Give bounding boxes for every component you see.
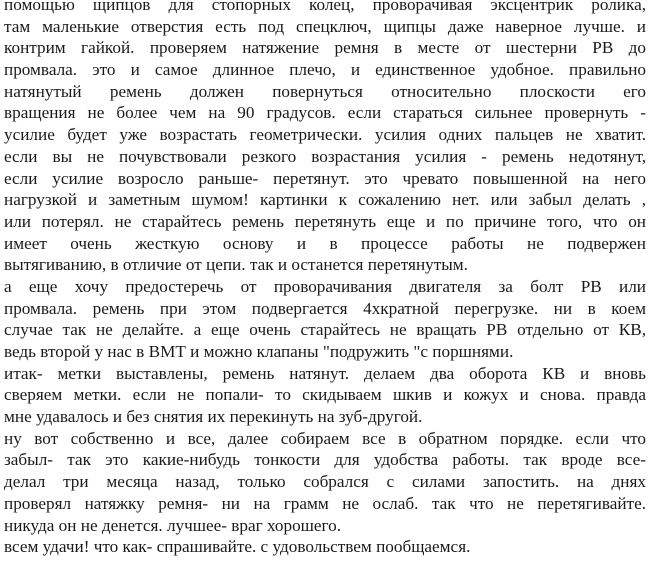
text-line: помощью щипцов для стопорных колец, проворачивая эксцентрик ролика,	[4, 0, 646, 14]
text-line: проверял натяжку ремня- ни на грамм не ослаб. так что не перетягивайте.	[4, 493, 646, 513]
text-line: случае так не делайте. а еще очень старайтесь не вращать РВ отдельно от КВ,	[4, 320, 646, 340]
text-line: нагрузкой и заметным шумом! картинки к сожалению нет. или забыл делать ,	[4, 190, 646, 210]
text-line: контрим гайкой. проверяем натяжение ремня в месте от шестерни РВ до	[4, 38, 646, 58]
text-line: если вы не почувствовали резкого возрастания усилия - ремень недотянут,	[4, 146, 646, 166]
text-line: или потерял. не старайтесь ремень перетянуть еще и по причине того, что он	[4, 211, 646, 231]
text-line: натянутый ремень должен повернуться относительно плоскости его	[4, 81, 646, 101]
text-line: мне удавалось и без снятия их перекинуть на зуб-другой.	[4, 407, 423, 427]
text-line: имеет очень жесткую основу и в процессе работы не подвержен	[4, 233, 646, 253]
text-line: вращения не более чем на 90 градусов. если стараться сильнее провернуть -	[4, 103, 646, 123]
text-line: итак- метки выставлены, ремень натянут. делаем два оборота КВ и вновь	[4, 363, 646, 383]
text-line: всем удачи! что как- спрашивайте. с удовольствем пообщаемся.	[4, 537, 471, 557]
text-line: сверяем метки. если не попали- то скидываем шкив и кожух и снова. правда	[4, 385, 646, 405]
text-line: вытягиванию, в отличие от цепи. так и останется перетянутым.	[4, 255, 468, 275]
text-line: усилие будет уже возрастать геометрически. усилия одних пальцев не хватит.	[4, 125, 646, 145]
text-line: промвала. это и самое длинное плечо, и единственное удобное. правильно	[4, 60, 646, 80]
text-line: никуда он не денется. лучшее- враг хорошего.	[4, 515, 342, 535]
text-line: забыл- так это какие-нибудь тонкости для удобства работы. так вроде все-	[4, 450, 646, 470]
document-body	[4, 0, 646, 558]
text-line: ведь второй у нас в ВМТ и можно клапаны "подружить "с поршнями.	[4, 342, 514, 361]
text-line: там маленькие отверстия есть под спецключ, щипцы даже наверное лучше. и	[4, 16, 646, 36]
text-line: промвала. ремень при этом подвергается 4хкратной перегрузке. ни в коем	[4, 298, 646, 318]
text-line: если усилие возросло раньше- перетянут. это чревато повышенной на него	[4, 168, 646, 188]
text-line: ну вот собственно и все, далее собираем все в обратном порядке. если что	[4, 428, 646, 448]
text-line: а еще хочу предостеречь от проворачивания двигателя за болт РВ или	[4, 276, 646, 296]
text-line: делал три месяца назад, только собрался с силами запостить. на днях	[4, 472, 646, 492]
